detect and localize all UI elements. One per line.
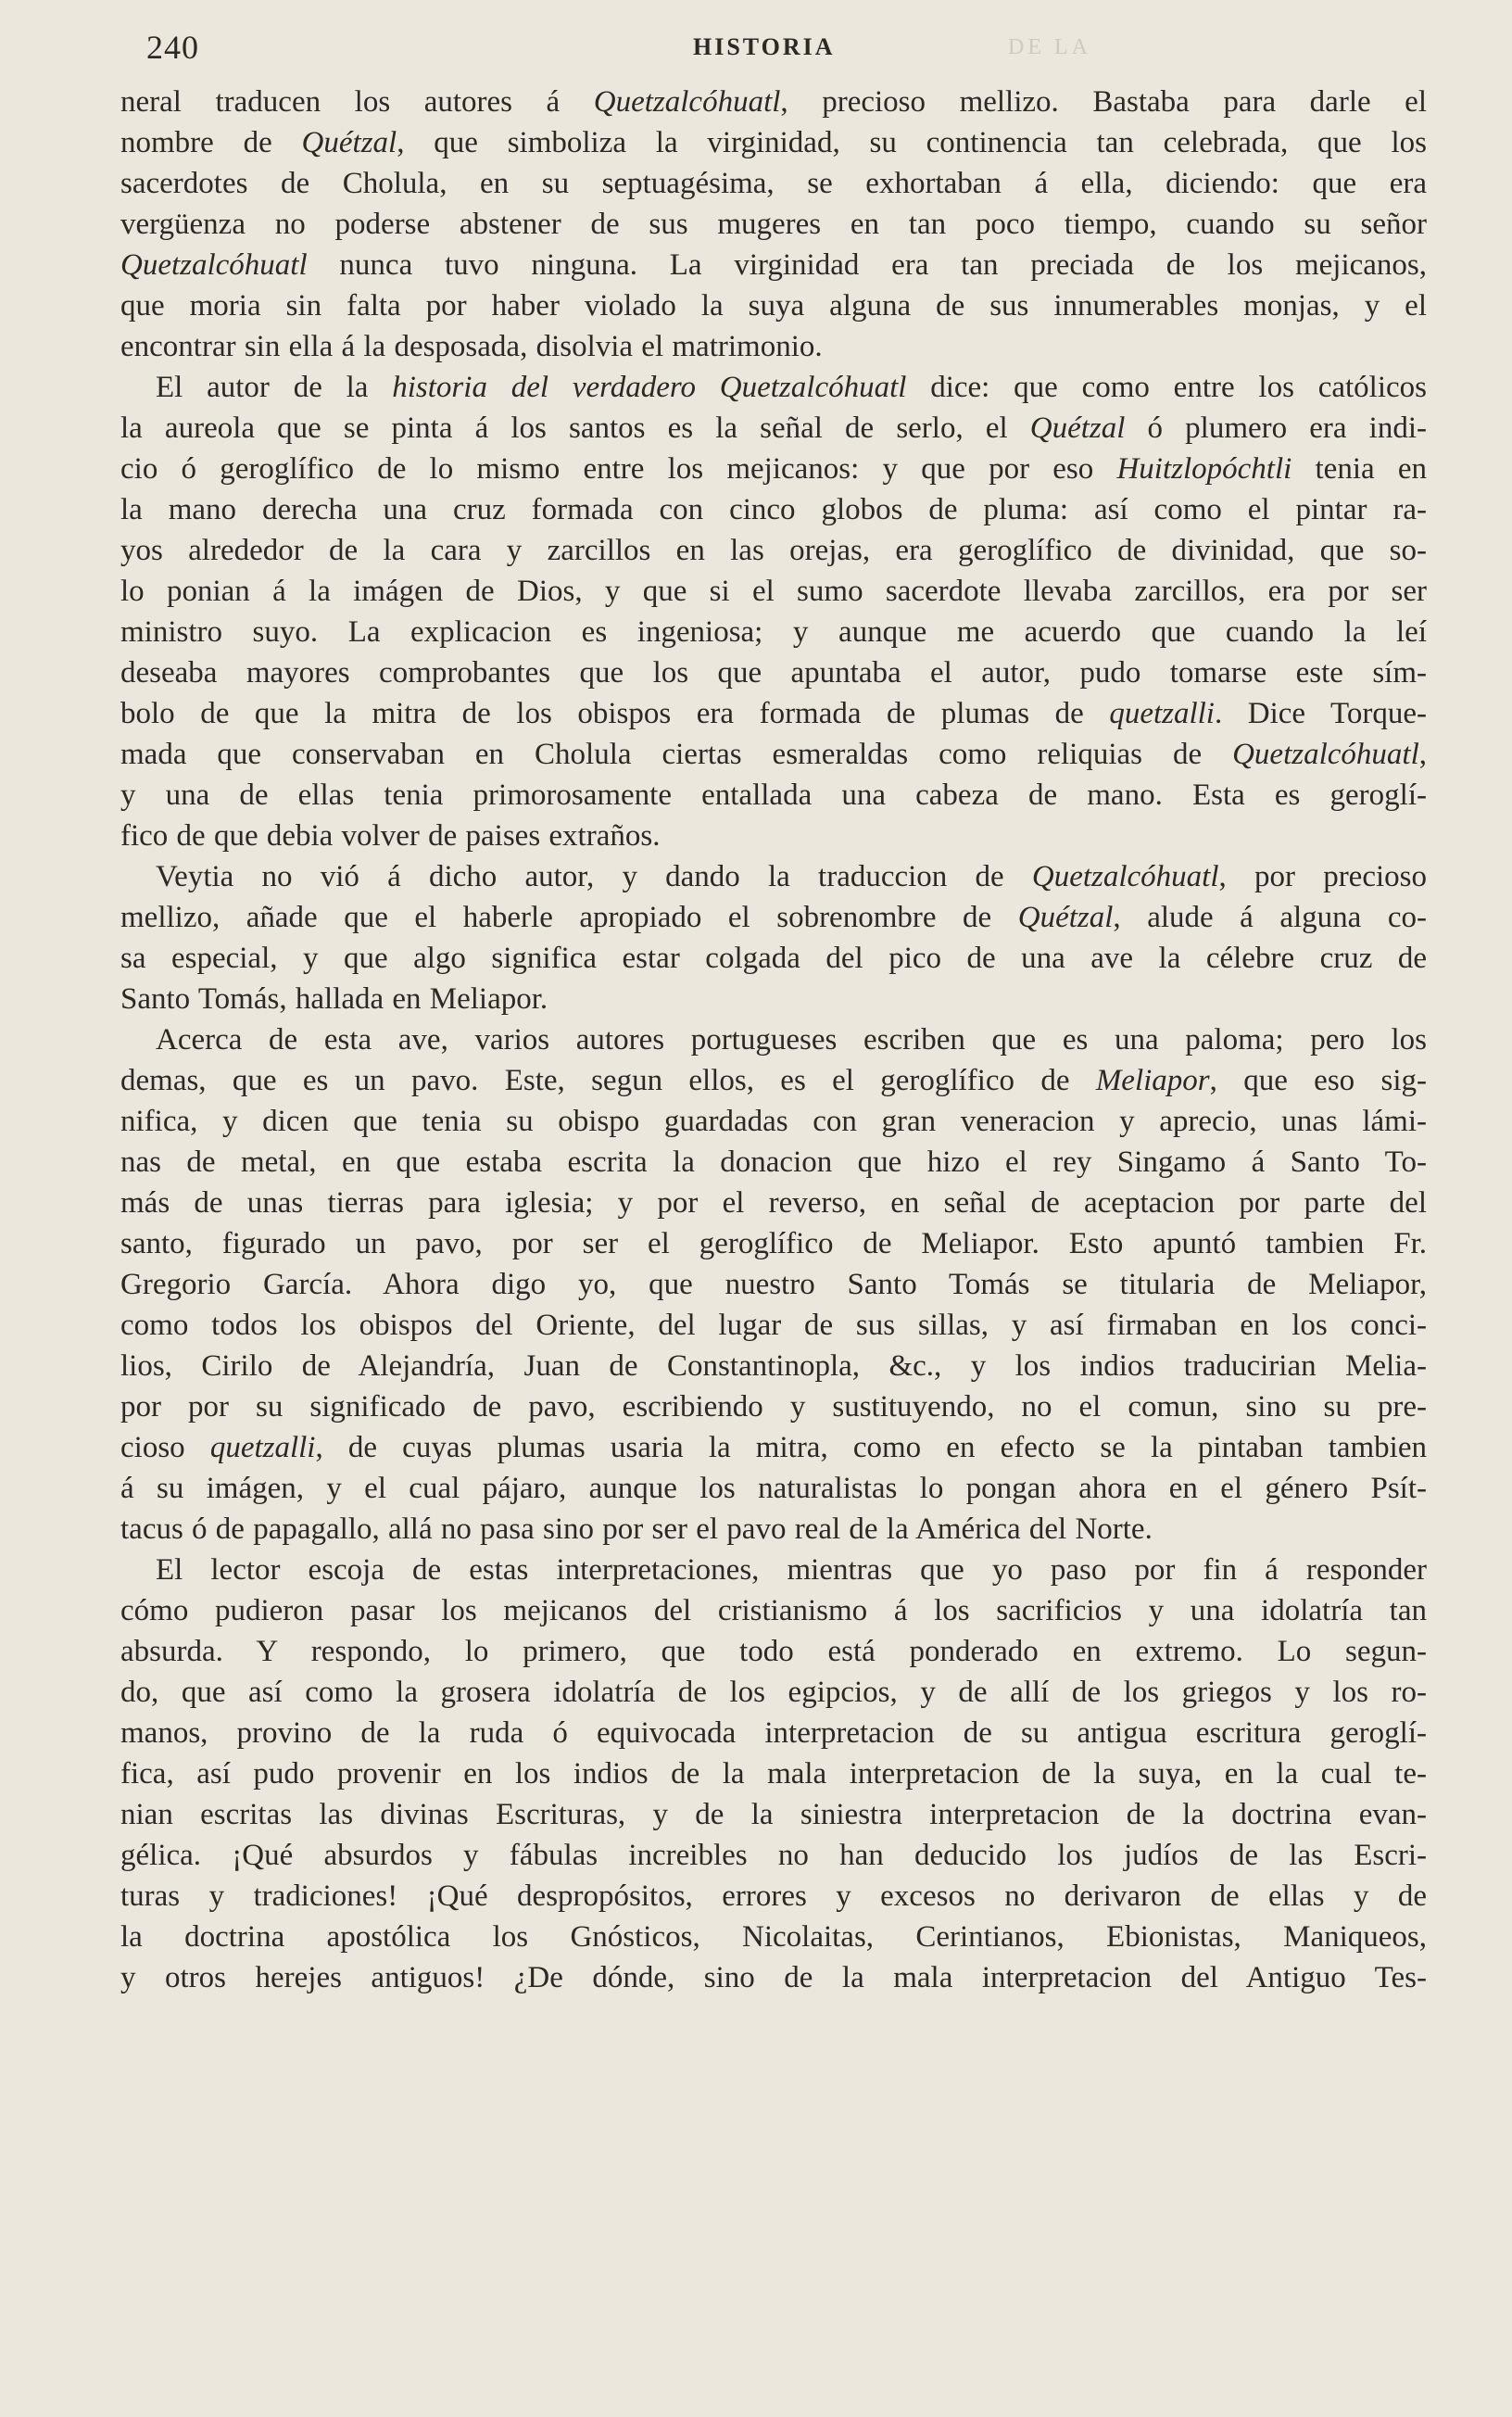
paragraph [120,856,1427,1019]
text-line [120,1917,1427,1957]
text-line [120,326,1427,367]
paragraph [120,1550,1427,1998]
text-line [120,979,1427,1019]
text-run: y otros herejes antiguos! ¿De dónde, sino de la mala interpretacion del Antiguo Tes- [120,1961,1427,1994]
text-line [120,1753,1427,1794]
text-run: dice: que como entre los católicos [906,371,1427,404]
text-line [120,1794,1427,1835]
text-line [120,489,1427,530]
text-line [120,816,1427,856]
text-run: neral traducen los autores á [120,85,594,119]
text-line [120,1019,1427,1060]
text-run: lios, Cirilo de Alejandría, Juan de Constantinopla, &c., y los indios traducirian Melia- [120,1349,1427,1383]
text-run: , precioso mellizo. Bastaba para darle el [780,85,1427,119]
text-run: Santo Tomás, hallada en Meliapor. [120,982,548,1016]
text-line [120,1631,1427,1672]
text-line [120,1101,1427,1142]
text-run: y una de ellas tenia primorosamente entallada una cabeza de mano. Esta es geroglí- [120,778,1427,812]
running-head [146,28,1462,69]
italic-term: Quetzalcóhuatl [1232,738,1419,771]
text-run: vergüenza no poderse abstener de sus mugeres en tan poco tiempo, cuando su señor [120,208,1427,241]
text-line [120,1509,1427,1550]
italic-term: quetzalli [209,1431,316,1464]
text-line [120,1876,1427,1917]
text-run: , por precioso [1218,860,1427,893]
text-run: , que eso sig- [1209,1064,1427,1097]
italic-term: Quétzal [1017,901,1114,934]
italic-term: Quetzalcóhuatl [593,85,781,119]
italic-term: Quétzal [1029,411,1126,445]
text-run: la aureola que se pinta á los santos es la señal de serlo, el [120,411,1030,445]
text-run: cio ó geroglífico de lo mismo entre los mejicanos: y que por eso [120,452,1117,486]
text-run: El autor de la [156,371,393,404]
italic-term: Quétzal [301,126,397,159]
text-line [120,163,1427,204]
text-run: mellizo, añade que el haberle apropiado el sobrenombre de [120,901,1018,934]
text-line [120,367,1427,408]
text-line [120,1223,1427,1264]
italic-term: quetzalli [1109,697,1215,730]
text-run: Veytia no vió á dicho autor, y dando la traduccion de [156,860,1032,893]
text-line [120,245,1427,285]
text-run: como todos los obispos del Oriente, del lugar de sus sillas, y así firmaban en los conci- [120,1309,1427,1342]
body-text [120,82,1427,1998]
text-line [120,1713,1427,1753]
text-run: ministro suyo. La explicacion es ingeniosa; y aunque me acuerdo que cuando la leí [120,615,1427,649]
text-line [120,1590,1427,1631]
text-run: encontrar sin ella á la desposada, disolvia el matrimonio. [120,330,823,363]
text-run: ó plumero era indi- [1125,411,1427,445]
italic-term: Quetzalcóhuatl [1031,860,1219,893]
text-line [120,938,1427,979]
text-run: por por su significado de pavo, escribiendo y sustituyendo, no el comun, sino su pre- [120,1390,1427,1424]
text-line [120,652,1427,693]
text-run: gélica. ¡Qué absurdos y fábulas increibles no han deducido los judíos de las Escri- [120,1839,1427,1872]
text-run: tenia en [1292,452,1427,486]
text-run: nombre de [120,126,302,159]
text-line [120,775,1427,816]
text-line [120,1835,1427,1876]
text-run: , de cuyas plumas usaria la mitra, como en efecto se la pintaban tambien [315,1431,1427,1464]
text-line [120,204,1427,245]
italic-term: Meliapor [1095,1064,1210,1097]
text-run: fico de que debia volver de paises extraños. [120,819,661,853]
text-run: bolo de que la mitra de los obispos era formada de plumas de [120,697,1110,730]
text-run: demas, que es un pavo. Este, segun ellos, es el geroglífico de [120,1064,1096,1097]
text-line [120,1346,1427,1386]
text-run: manos, provino de la ruda ó equivocada interpretacion de su antigua escritura geroglí- [120,1716,1427,1750]
text-run: , alude á alguna co- [1113,901,1427,934]
text-line [120,1427,1427,1468]
text-line [120,571,1427,612]
italic-term: Quetzalcóhuatl [120,248,308,282]
text-line [120,530,1427,571]
text-run: deseaba mayores comprobantes que los que apuntaba el autor, pudo tomarse este sím- [120,656,1427,690]
text-run: sacerdotes de Cholula, en su septuagésima, se exhortaban á ella, diciendo: que era [120,167,1427,200]
text-line [120,1183,1427,1223]
text-line [120,1060,1427,1101]
text-run: la mano derecha una cruz formada con cinco globos de pluma: así como el pintar ra- [120,493,1427,526]
italic-term: historia del verdadero Quetzalcóhuatl [392,371,907,404]
text-line [120,897,1427,938]
text-line [120,1672,1427,1713]
text-line [120,1264,1427,1305]
text-line [120,856,1427,897]
paragraph [120,82,1427,367]
running-title: HISTORIA [693,33,836,60]
text-run: Acerca de esta ave, varios autores portugueses escriben que es una paloma; pero los [156,1023,1427,1057]
text-line [120,1305,1427,1346]
text-run: tacus ó de papagallo, allá no pasa sino por ser el pavo real de la América del Norte. [120,1512,1153,1546]
text-run: nunca tuvo ninguna. La virginidad era tan preciada de los mejicanos, [307,248,1427,282]
text-run: sa especial, y que algo significa estar colgada del pico de una ave la célebre cruz de [120,942,1427,975]
text-run: la doctrina apostólica los Gnósticos, Nicolaitas, Cerintianos, Ebionistas, Maniqueos, [120,1920,1427,1954]
text-run: absurda. Y respondo, lo primero, que todo está ponderado en extremo. Lo segun- [120,1635,1427,1668]
text-line [120,285,1427,326]
text-run: nian escritas las divinas Escrituras, y de la siniestra interpretacion de la doctrina evan- [120,1798,1427,1831]
text-run: El lector escoja de estas interpretaciones, mientras que yo paso por fin á responder [156,1553,1427,1587]
text-run: Gregorio García. Ahora digo yo, que nuestro Santo Tomás se titularia de Meliapor, [120,1268,1427,1301]
text-line [120,122,1427,163]
text-line [120,1957,1427,1998]
bleed-through-text: DE LA [1008,35,1091,59]
text-run: nifica, y dicen que tenia su obispo guardadas con gran veneracion y aprecio, unas lámi- [120,1105,1427,1138]
text-run: , [1418,738,1427,771]
text-run: cioso [120,1431,210,1464]
paragraph [120,1019,1427,1550]
text-run: lo ponian á la imágen de Dios, y que si el sumo sacerdote llevaba zarcillos, era por ser [120,575,1427,608]
text-line [120,1386,1427,1427]
text-run: á su imágen, y el cual pájaro, aunque los naturalistas lo pongan ahora en el género Psít- [120,1472,1427,1505]
text-line [120,612,1427,652]
text-run: más de unas tierras para iglesia; y por el reverso, en señal de aceptacion por parte del [120,1186,1427,1220]
text-line [120,1550,1427,1590]
text-line [120,734,1427,775]
text-run: fica, así pudo provenir en los indios de la mala interpretacion de la suya, en la cual te- [120,1757,1427,1791]
text-run: cómo pudieron pasar los mejicanos del cristianismo á los sacrificios y una idolatría tan [120,1594,1427,1627]
text-run: , que simboliza la virginidad, su continencia tan celebrada, que los [397,126,1428,159]
text-line [120,449,1427,489]
text-run: turas y tradiciones! ¡Qué despropósitos, errores y excesos no derivaron de ellas y de [120,1879,1427,1913]
text-run: do, que así como la grosera idolatría de los egipcios, y de allí de los griegos y los ro- [120,1676,1427,1709]
page-number: 240 [146,29,199,66]
text-line [120,693,1427,734]
text-line [120,1142,1427,1183]
text-run: yos alrededor de la cara y zarcillos en las orejas, era geroglífico de divinidad, que so- [120,534,1427,567]
text-line [120,1468,1427,1509]
text-line [120,408,1427,449]
text-run: que moria sin falta por haber violado la suya alguna de sus innumerables monjas, y el [120,289,1427,323]
text-line [120,82,1427,122]
text-run: mada que conservaban en Cholula ciertas esmeraldas como reliquias de [120,738,1233,771]
paragraph [120,367,1427,856]
text-run: santo, figurado un pavo, por ser el geroglífico de Meliapor. Esto apuntó tambien Fr. [120,1227,1427,1260]
italic-term: Huitzlopóchtli [1116,452,1292,486]
text-run: . Dice Torque- [1214,697,1427,730]
text-run: nas de metal, en que estaba escrita la donacion que hizo el rey Singamo á Santo To- [120,1145,1427,1179]
